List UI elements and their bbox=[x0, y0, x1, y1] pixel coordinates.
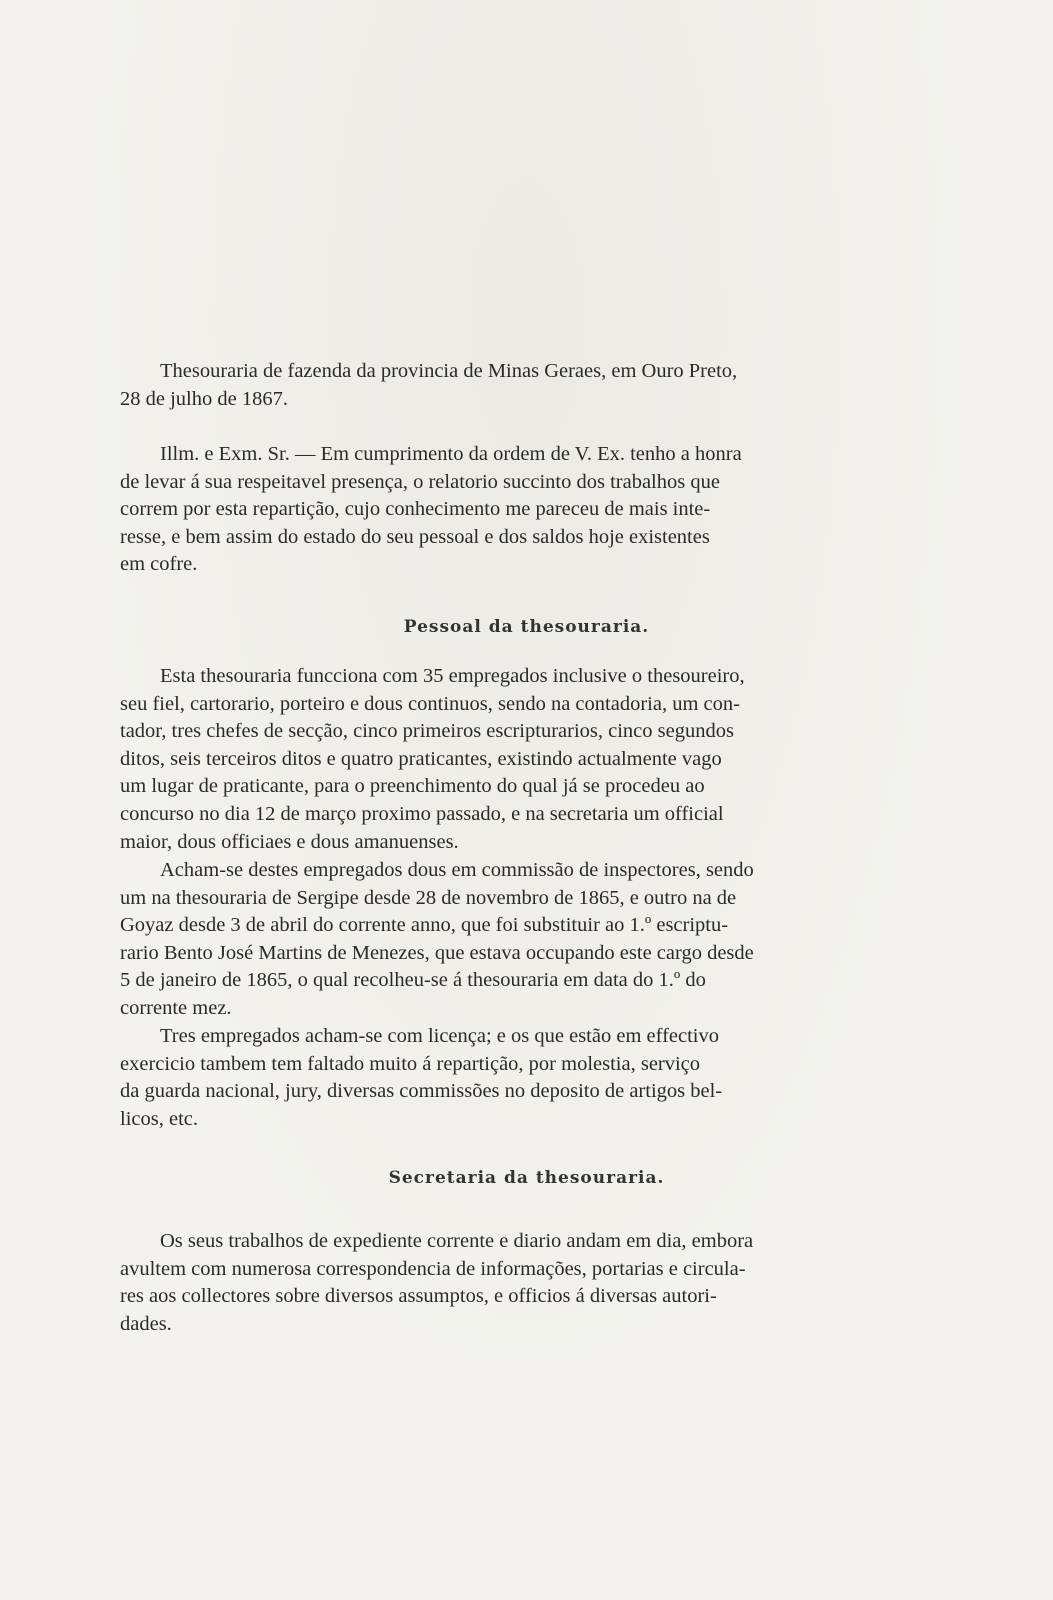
text-line: de levar á sua respeitavel presença, o relatorio succinto dos trabalhos que bbox=[120, 470, 720, 493]
text-line: dades. bbox=[120, 1312, 172, 1335]
header-block bbox=[120, 358, 938, 413]
header-line: 28 de julho de 1867. bbox=[120, 387, 288, 410]
section1-paragraph2 bbox=[120, 857, 938, 1023]
text-line: um lugar de praticante, para o preenchimento do qual já se procedeu ao bbox=[120, 775, 705, 798]
text-line: Os seus trabalhos de expediente corrente e diario andam em dia, embora bbox=[160, 1230, 754, 1252]
text-line: correm por esta repartição, cujo conhecimento me pareceu de mais inte- bbox=[120, 498, 711, 521]
section2-paragraph1 bbox=[120, 1228, 938, 1338]
text-line: Esta thesouraria funcciona com 35 empregados inclusive o thesoureiro, bbox=[160, 665, 745, 687]
text-line: 5 de janeiro de 1865, o qual recolheu-se á thesouraria em data do 1.º do bbox=[120, 969, 706, 992]
text-line: licos, etc. bbox=[120, 1107, 198, 1130]
text-line: exercicio tambem tem faltado muito á repartição, por molestia, serviço bbox=[120, 1052, 701, 1075]
section-heading-secretaria: Secretaria da thesouraria. bbox=[388, 1168, 665, 1188]
section1-paragraph3 bbox=[120, 1023, 938, 1133]
text-line: resse, e bem assim do estado do seu pessoal e dos saldos hoje existentes bbox=[120, 525, 710, 548]
text-line: maior, dous officiaes e dous amanuenses. bbox=[120, 830, 459, 853]
intro-paragraph bbox=[120, 441, 938, 579]
text-line: res aos collectores sobre diversos assumptos, e officios á diversas autori- bbox=[120, 1285, 717, 1308]
text-line: concurso no dia 12 de março proximo passado, e na secretaria um official bbox=[120, 802, 724, 825]
text-line: Illm. e Exm. Sr. — Em cumprimento da ordem de V. Ex. tenho a honra bbox=[160, 443, 742, 465]
text-line: corrente mez. bbox=[120, 996, 232, 1019]
text-line: tador, tres chefes de secção, cinco primeiros escripturarios, cinco segundos bbox=[120, 720, 734, 743]
text-line: Goyaz desde 3 de abril do corrente anno, que foi substituir ao 1.º escriptu- bbox=[120, 914, 729, 937]
text-line: em cofre. bbox=[120, 553, 198, 576]
text-line: rario Bento José Martins de Menezes, que estava occupando este cargo desde bbox=[120, 941, 754, 964]
text-line: da guarda nacional, jury, diversas commissões no deposito de artigos bel- bbox=[120, 1080, 723, 1103]
section1-paragraph1 bbox=[120, 663, 938, 856]
header-line: Thesouraria de fazenda da provincia de Minas Geraes, em Ouro Preto, bbox=[160, 360, 738, 382]
text-line: seu fiel, cartorario, porteiro e dous continuos, sendo na contadoria, um con- bbox=[120, 692, 740, 715]
text-line: Tres empregados acham-se com licença; e os que estão em effectivo bbox=[160, 1025, 719, 1047]
text-line: um na thesouraria de Sergipe desde 28 de novembro de 1865, e outro na de bbox=[120, 886, 737, 909]
text-line: Acham-se destes empregados dous em commissão de inspectores, sendo bbox=[160, 859, 754, 881]
text-line: ditos, seis terceiros ditos e quatro praticantes, existindo actualmente vago bbox=[120, 747, 722, 770]
text-line: avultem com numerosa correspondencia de informações, portarias e circula- bbox=[120, 1257, 746, 1280]
section-heading-pessoal: Pessoal da thesouraria. bbox=[403, 617, 650, 637]
